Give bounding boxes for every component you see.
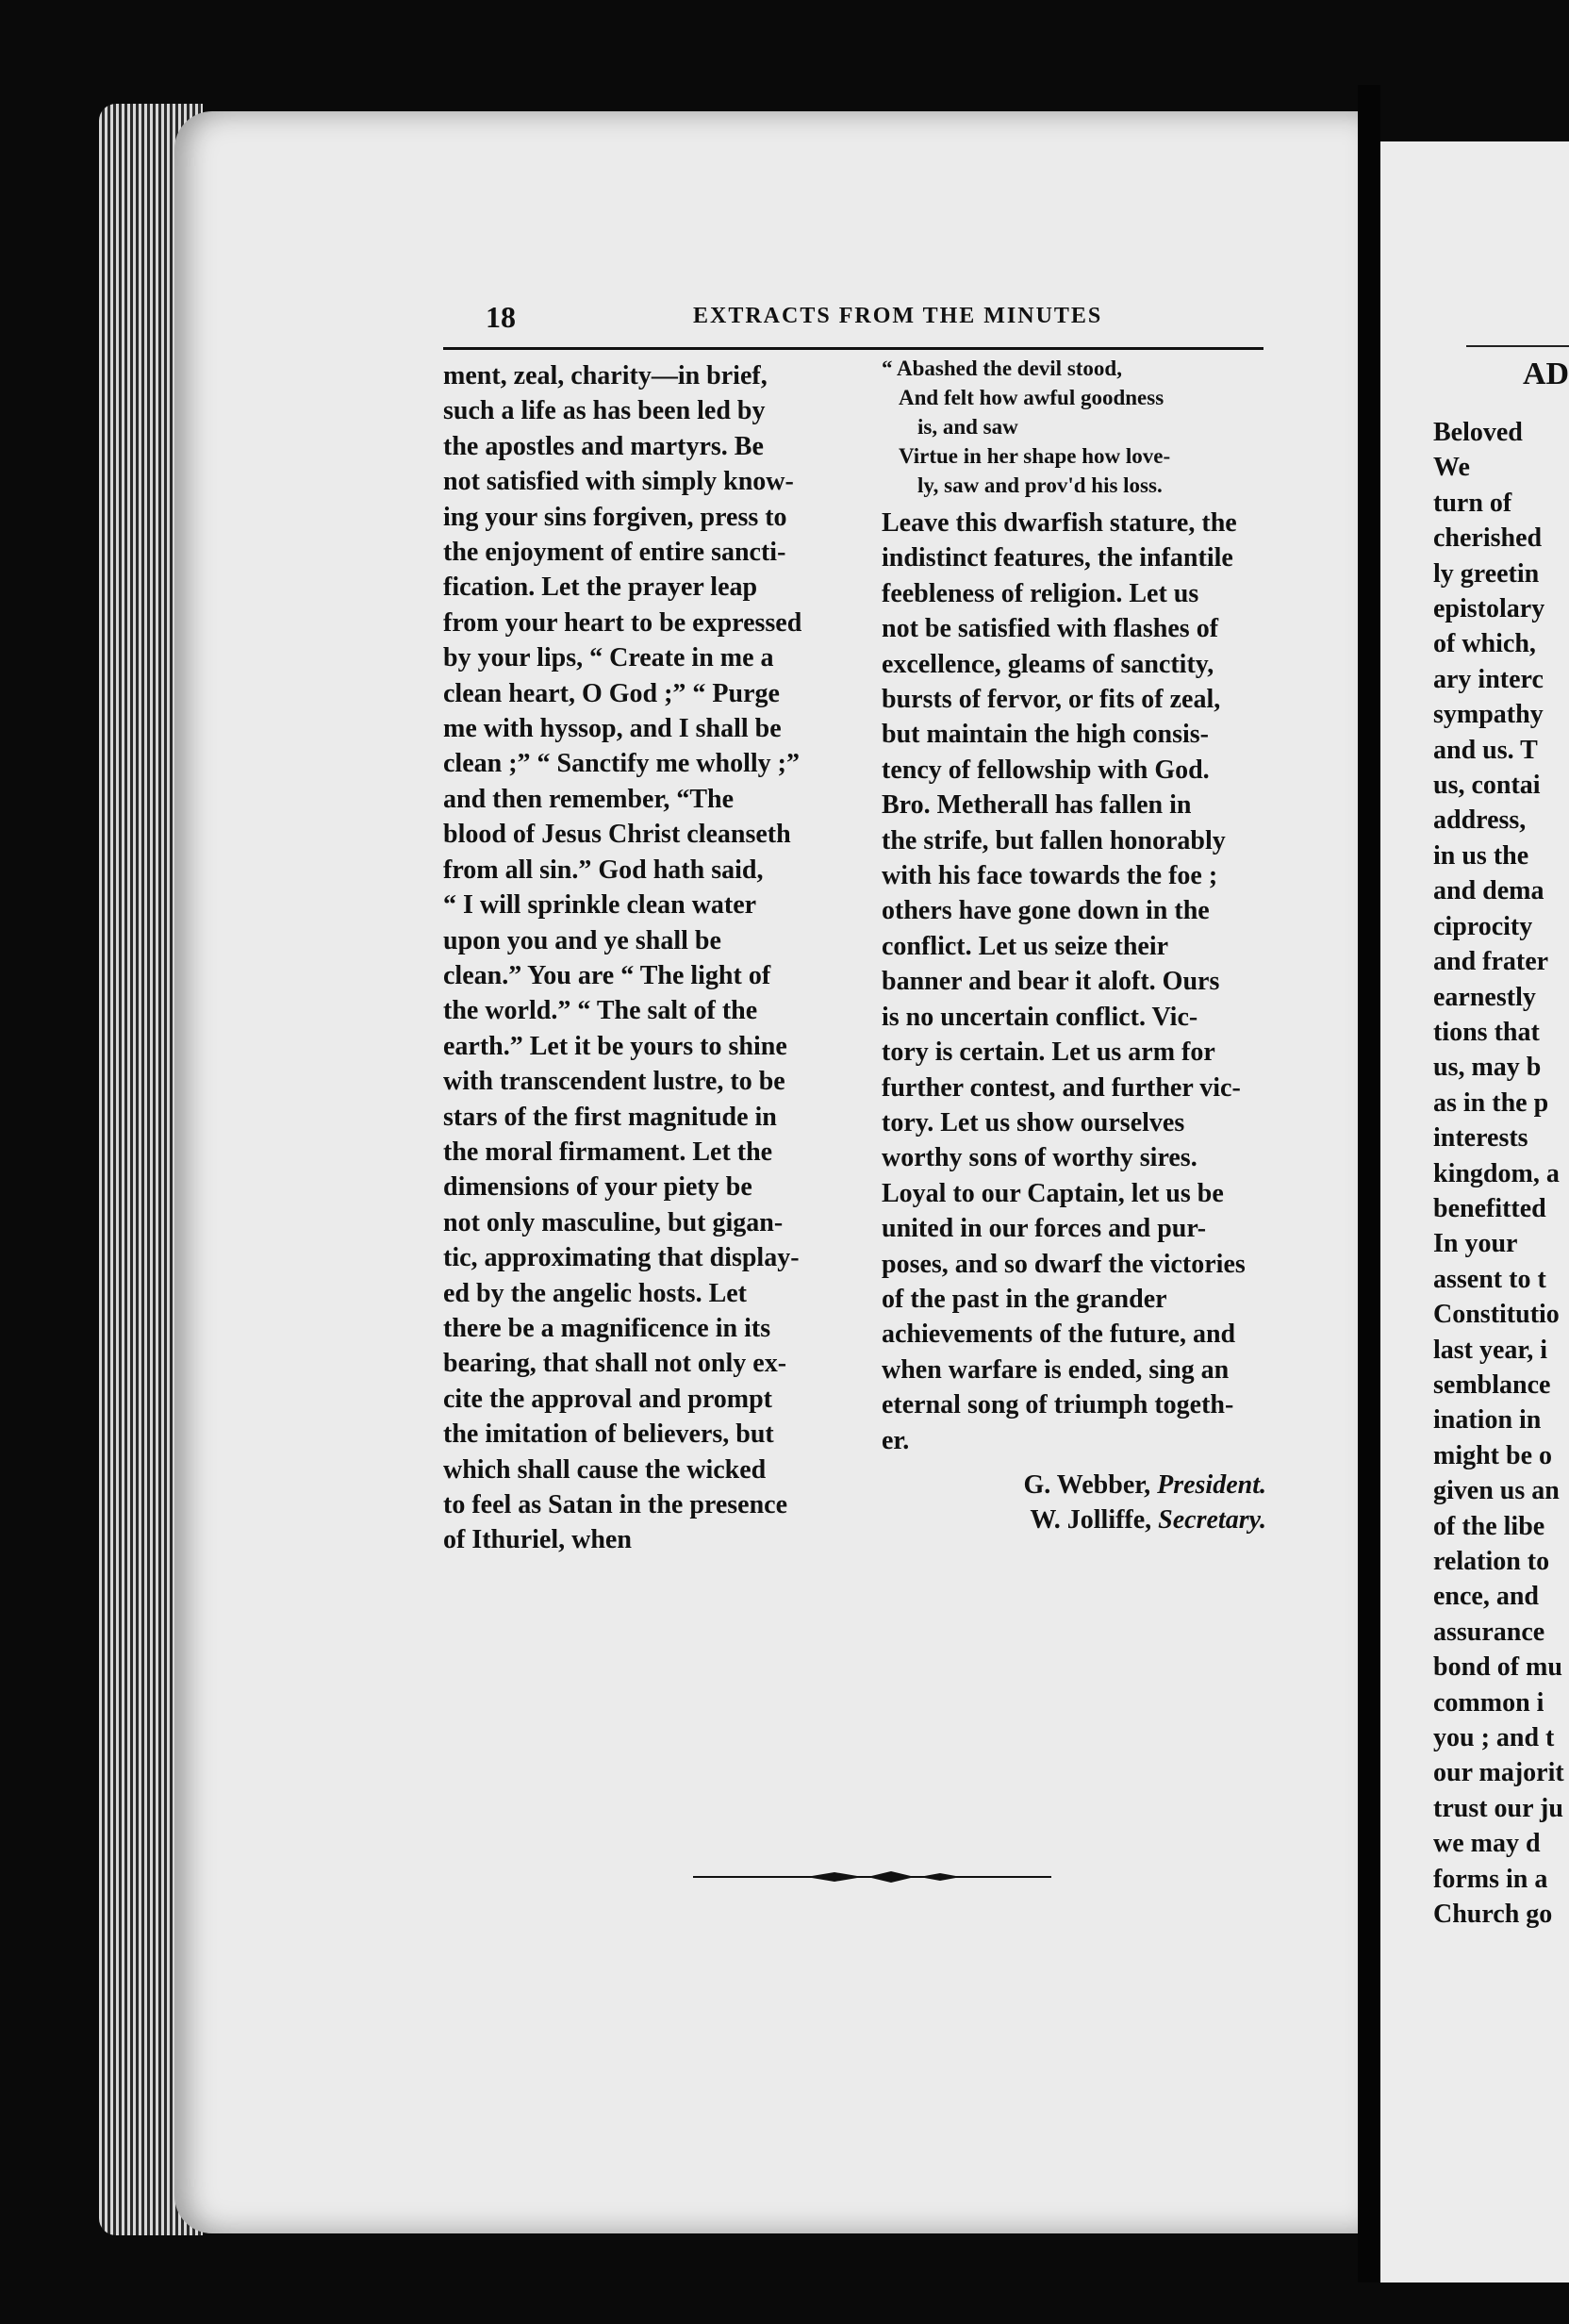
- text-line: fication. Let the prayer leap: [443, 573, 758, 603]
- signer-name: W. Jolliffe,: [1030, 1505, 1159, 1536]
- page-header: [486, 300, 1259, 338]
- right-text-line: We: [1433, 453, 1470, 483]
- right-text-line: address,: [1433, 805, 1527, 836]
- right-text-line: ence, and: [1433, 1582, 1539, 1612]
- text-line: blood of Jesus Christ cleanseth: [443, 820, 791, 850]
- text-line: the imitation of believers, but: [443, 1419, 774, 1450]
- text-line: indistinct features, the infantile: [882, 543, 1233, 573]
- text-line: worthy sons of worthy sires.: [882, 1143, 1197, 1173]
- text-line: such a life as has been led by: [443, 396, 766, 426]
- text-line: the strife, but fallen honorably: [882, 825, 1226, 855]
- text-line: tic, approximating that display-: [443, 1243, 800, 1273]
- right-text-line: assurance: [1433, 1617, 1545, 1647]
- right-text-line: given us an: [1433, 1476, 1560, 1506]
- text-line: eternal song of triumph togeth-: [882, 1390, 1234, 1420]
- right-text-line: Constitutio: [1433, 1300, 1560, 1330]
- text-line: clean heart, O God ;” “ Purge: [443, 678, 780, 708]
- right-text-line: you ; and t: [1433, 1723, 1555, 1753]
- right-text-line: in us the: [1433, 840, 1529, 871]
- text-line: tory. Let us show ourselves: [882, 1107, 1185, 1137]
- text-line: not only masculine, but gigan-: [443, 1207, 784, 1237]
- text-column-left: [443, 358, 858, 1558]
- signature-line: [882, 1502, 1276, 1537]
- verse-line: is, and saw: [917, 415, 1018, 439]
- right-text-line: and frater: [1433, 947, 1549, 977]
- right-text-line: epistolary: [1433, 594, 1545, 624]
- right-text-line: us, contai: [1433, 771, 1541, 801]
- text-line: not satisfied with simply know-: [443, 467, 794, 497]
- column-body: [882, 506, 1276, 1458]
- right-text-line: we may d: [1433, 1829, 1541, 1859]
- text-line: Bro. Metherall has fallen in: [882, 790, 1192, 821]
- text-line: upon you and ye shall be: [443, 925, 721, 955]
- text-line: from your heart to be expressed: [443, 607, 802, 638]
- text-line: tory is certain. Let us arm for: [882, 1038, 1215, 1068]
- text-line: bearing, that shall not only ex-: [443, 1349, 787, 1379]
- text-line: united in our forces and pur-: [882, 1214, 1207, 1244]
- text-line: not be satisfied with flashes of: [882, 614, 1219, 644]
- right-text-line: turn of: [1433, 488, 1512, 518]
- text-line: Loyal to our Captain, let us be: [882, 1178, 1224, 1208]
- text-line: which shall cause the wicked: [443, 1454, 767, 1485]
- right-text-line: kingdom, a: [1433, 1158, 1560, 1188]
- text-line: there be a magnificence in its: [443, 1313, 771, 1343]
- right-text-line: In your: [1433, 1229, 1518, 1259]
- right-text-line: benefitted: [1433, 1193, 1546, 1223]
- text-line: “ I will sprinkle clean water: [443, 890, 757, 921]
- text-line: and then remember, “The: [443, 784, 734, 814]
- text-line: me with hyssop, and I shall be: [443, 714, 782, 744]
- text-line: with his face towards the foe ;: [882, 861, 1218, 891]
- right-text-line: cherished: [1433, 523, 1543, 554]
- text-line: the enjoyment of entire sancti-: [443, 538, 786, 568]
- text-line: but maintain the high consis-: [882, 720, 1209, 750]
- text-line: stars of the first magnitude in: [443, 1102, 777, 1132]
- text-line: the apostles and martyrs. Be: [443, 431, 764, 461]
- text-line: achievements of the future, and: [882, 1320, 1236, 1350]
- verse-line: “ Abashed the devil stood,: [882, 357, 1122, 380]
- signatures: [882, 1468, 1276, 1538]
- right-text-line: ciprocity: [1433, 911, 1533, 941]
- right-text-line: interests: [1433, 1123, 1528, 1154]
- right-text-line: of the libe: [1433, 1511, 1545, 1541]
- signer-title: President.: [1157, 1469, 1266, 1500]
- right-text-line: semblance: [1433, 1370, 1551, 1400]
- right-text-line: sympathy: [1433, 700, 1544, 730]
- signature-line: [882, 1468, 1276, 1502]
- verse-quote: [882, 354, 1276, 500]
- header-rule: [443, 347, 1263, 350]
- book-gutter: [1358, 85, 1380, 2282]
- text-line: er.: [882, 1425, 910, 1455]
- signer-name: G. Webber,: [1023, 1469, 1158, 1500]
- text-line: clean.” You are “ The light of: [443, 960, 771, 990]
- verse-line: And felt how awful goodness: [899, 386, 1164, 409]
- right-text-line: and us. T: [1433, 735, 1538, 765]
- right-text-line: ly greetin: [1433, 558, 1540, 589]
- right-text-line: our majorit: [1433, 1758, 1564, 1788]
- right-text-line: bond of mu: [1433, 1652, 1562, 1683]
- right-text-line: earnestly: [1433, 982, 1536, 1012]
- right-text-line: Church go: [1433, 1900, 1553, 1930]
- text-line: when warfare is ended, sing an: [882, 1354, 1230, 1385]
- right-text-line: Beloved: [1433, 418, 1523, 447]
- right-text-line: last year, i: [1433, 1335, 1548, 1365]
- verse-line: ly, saw and prov'd his loss.: [917, 473, 1163, 497]
- text-line: to feel as Satan in the presence: [443, 1490, 787, 1519]
- text-line: feebleness of religion. Let us: [882, 578, 1199, 608]
- text-line: banner and bear it aloft. Ours: [882, 967, 1220, 997]
- text-line: is no uncertain conflict. Vic-: [882, 1002, 1198, 1032]
- text-line: tency of fellowship with God.: [882, 755, 1210, 785]
- right-text-line: ination in: [1433, 1405, 1542, 1436]
- text-line: clean ;” “ Sanctify me wholly ;”: [443, 749, 800, 779]
- text-line: dimensions of your piety be: [443, 1172, 752, 1203]
- right-text-line: tions that: [1433, 1017, 1540, 1047]
- right-text-line: trust our ju: [1433, 1793, 1563, 1823]
- text-line: of the past in the grander: [882, 1284, 1167, 1314]
- text-line: excellence, gleams of sanctity,: [882, 649, 1214, 679]
- text-line: bursts of fervor, or fits of zeal,: [882, 685, 1221, 715]
- right-text-line: relation to: [1433, 1547, 1550, 1576]
- text-line: cite the approval and prompt: [443, 1384, 772, 1414]
- text-column-right: [882, 354, 1276, 1538]
- text-line: ment, zeal, charity—in brief,: [443, 361, 768, 390]
- verse-line: Virtue in her shape how love-: [899, 444, 1171, 468]
- right-text-line: forms in a: [1433, 1864, 1548, 1894]
- text-line: the world.” “ The salt of the: [443, 996, 758, 1026]
- text-line: others have gone down in the: [882, 896, 1210, 926]
- right-text-line: might be o: [1433, 1440, 1552, 1470]
- right-text-line: as in the p: [1433, 1087, 1549, 1118]
- page-number: 18: [486, 300, 516, 334]
- text-line: Leave this dwarfish stature, the: [882, 508, 1237, 538]
- text-line: of Ithuriel, when: [443, 1525, 632, 1555]
- right-text-line: and dema: [1433, 876, 1544, 906]
- text-line: with transcendent lustre, to be: [443, 1067, 785, 1097]
- right-text-line: assent to t: [1433, 1264, 1546, 1294]
- ornamental-divider: [693, 1868, 1051, 1886]
- running-head: EXTRACTS FROM THE MINUTES: [693, 304, 1103, 328]
- text-line: by your lips, “ Create in me a: [443, 643, 774, 673]
- text-line: ing your sins forgiven, press to: [443, 502, 787, 532]
- right-text-line: us, may b: [1433, 1053, 1542, 1083]
- text-line: from all sin.” God hath said,: [443, 855, 764, 885]
- text-line: ed by the angelic hosts. Let: [443, 1278, 747, 1308]
- text-line: poses, and so dwarf the victories: [882, 1249, 1246, 1279]
- text-line: further contest, and further vic-: [882, 1072, 1241, 1103]
- right-text-line: of which,: [1433, 629, 1536, 659]
- text-line: the moral firmament. Let the: [443, 1137, 773, 1167]
- right-text-line: common i: [1433, 1687, 1544, 1718]
- signer-title: Secretary.: [1158, 1505, 1266, 1536]
- text-line: earth.” Let it be yours to shine: [443, 1031, 787, 1061]
- right-page-heading: AD: [1523, 357, 1569, 391]
- text-line: conflict. Let us seize their: [882, 931, 1169, 961]
- right-text-line: ary interc: [1433, 664, 1544, 694]
- right-header-rule: [1466, 345, 1569, 347]
- right-page-column: [1433, 415, 1569, 1932]
